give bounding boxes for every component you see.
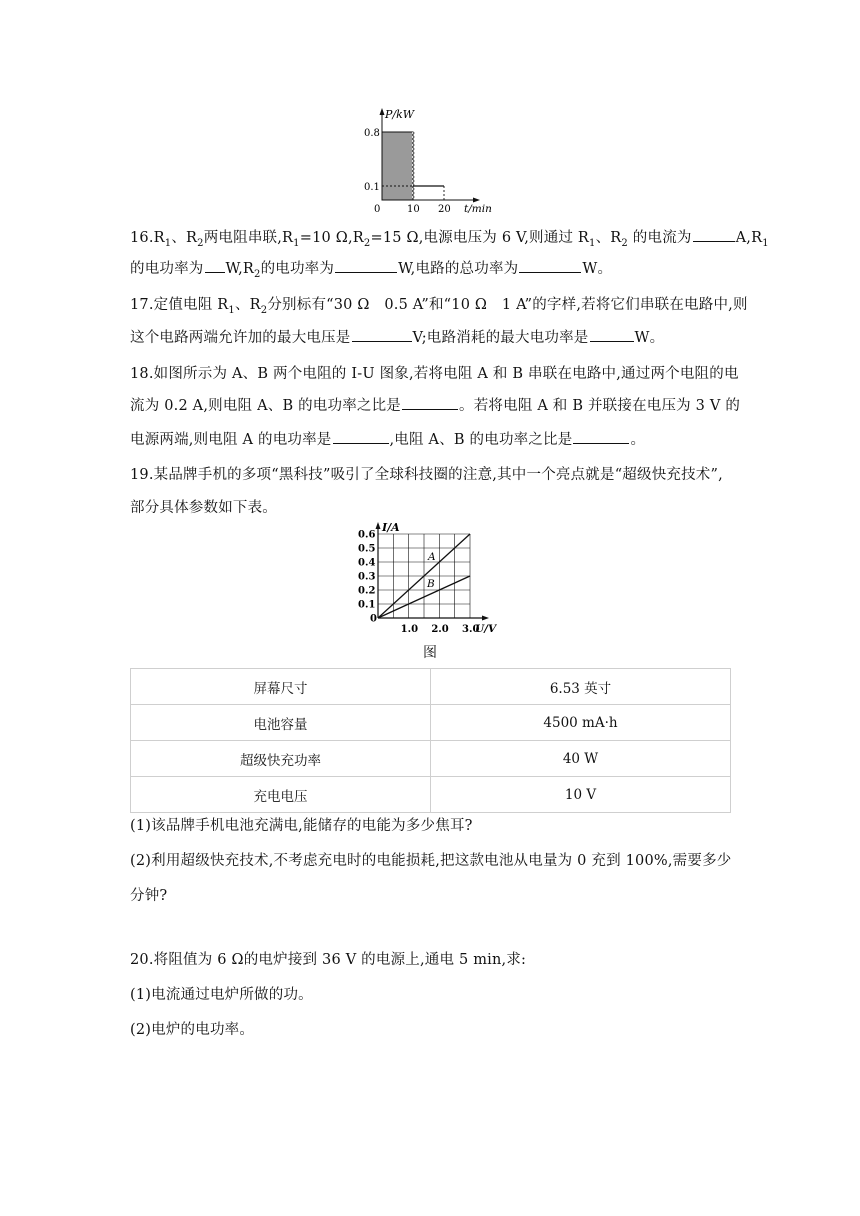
q19-line1: 19.某品牌手机的多项“黑科技”吸引了全球科技圈的注意,其中一个亮点就是“超级快充技术”, <box>130 467 723 483</box>
answer-blank[interactable] <box>693 227 735 242</box>
table-cell-label: 屏幕尺寸 <box>131 669 431 705</box>
fig1-y-arrow <box>380 108 385 115</box>
fig1-x-tick-0: 0 <box>374 204 381 215</box>
fig2-y-tick: 0 <box>370 613 377 625</box>
q17-text: W。 <box>634 330 665 346</box>
fig1-y-tick-0.8: 0.8 <box>364 128 380 139</box>
q19-line2: 部分具体参数如下表。 <box>130 500 277 516</box>
q18-text: 电源两端,则电阻 A 的电功率是 <box>130 432 332 448</box>
q17-text: 这个电路两端允许加的最大电压是 <box>130 330 351 346</box>
fig2-y-label: I/A <box>382 521 400 534</box>
q16-text: =15 Ω,电源电压为 6 V,则通过 R <box>370 230 590 246</box>
q19-sub2-line1: (2)利用超级快充技术,不考虑充电时的电能损耗,把这款电池从电量为 0 充到 100%,需要多少 <box>130 853 732 869</box>
fig2-line-a-label: A <box>428 551 436 563</box>
answer-blank[interactable] <box>590 327 634 342</box>
fig2-y-arrow <box>376 522 381 529</box>
q19-sub1: (1)该品牌手机电池充满电,能储存的电能为多少焦耳? <box>130 818 473 834</box>
q16-text: A,R <box>735 230 763 246</box>
power-time-graph <box>360 104 500 216</box>
q16-text: 的电流为 <box>632 230 692 246</box>
fig1-x-arrow <box>473 198 480 203</box>
table-cell-value: 40 W <box>431 741 731 777</box>
q16-line2: 的电功率为 $W,R_2$的电功率为 W,电路的总功率为 W。 <box>130 257 612 280</box>
table-cell-label: 充电电压 <box>131 777 431 813</box>
q18-text: 。 <box>630 432 646 448</box>
table-row <box>131 669 731 705</box>
table-cell-value: 10 V <box>431 777 731 813</box>
answer-blank[interactable] <box>335 258 397 273</box>
q16-text: =10 Ω,R <box>299 230 364 246</box>
fig2-x-tick: 1.0 <box>400 624 419 635</box>
table-cell-label: 超级快充功率 <box>131 741 431 777</box>
fig2-y-tick: 0.1 <box>358 599 376 611</box>
fig1-x-label: t/min <box>464 203 492 215</box>
q16-text: W,R <box>225 261 254 277</box>
q17-text: 、R <box>234 297 261 313</box>
q17-text: V;电路消耗的最大电功率是 <box>412 330 589 346</box>
q16-line1: $16.R_1$、$R_2$两电阻串联$,R_1=10$ $\Omega,R_2=15$ Ω,电源电压为 6 V,则通过 $R_1$、$R_2$ 的电流为 $A,R_1$ <box>130 226 769 249</box>
q17-text: 分别标有“30 Ω 0.5 A”和“10 Ω 1 A”的字样,若将它们串联在电路中,则 <box>267 297 748 313</box>
answer-blank[interactable] <box>352 327 412 342</box>
q19-sub2-line2: 分钟? <box>130 888 168 904</box>
fig1-y-label: P/kW <box>385 108 415 121</box>
table-row <box>131 777 731 813</box>
q17-text: 17.定值电阻 R <box>130 297 229 313</box>
figure-caption: 图 <box>423 645 437 661</box>
q20-sub2: (2)电炉的电功率。 <box>130 1022 255 1038</box>
q16-text: 的电功率为 <box>260 261 335 277</box>
fig2-x-label: U/V <box>475 623 497 635</box>
q18-line3 <box>130 428 645 449</box>
table-row <box>131 741 731 777</box>
q18-line1: 18.如图所示为 A、B 两个电阻的 I-U 图象,若将电阻 A 和 B 串联在电路中,通过两个电阻的电 <box>130 366 739 382</box>
fig2-y-tick: 0.2 <box>358 585 376 597</box>
q16-text: W,电路的总功率为 <box>398 261 519 277</box>
q16-text: 两电阻串联,R <box>203 230 294 246</box>
q16-text: 16.R <box>130 230 165 246</box>
fig2-y-tick: 0.5 <box>358 543 376 555</box>
fig2-x-tick: 2.0 <box>431 624 449 635</box>
q18-text: 。若将电阻 A 和 B 并联接在电压为 3 V 的 <box>459 398 741 414</box>
q16-text: 的电功率为 <box>130 261 204 277</box>
answer-blank[interactable] <box>573 429 629 444</box>
q17-line2 <box>130 326 664 347</box>
q18-line2 <box>130 394 740 415</box>
answer-blank[interactable] <box>333 429 389 444</box>
fig2-x-arrow <box>482 616 489 621</box>
fig2-y-tick: 0.3 <box>358 571 376 583</box>
answer-blank[interactable] <box>402 395 458 410</box>
fig2-y-ticks <box>358 530 377 625</box>
fig2-line-b-label: B <box>427 578 435 590</box>
q16-text: 、R <box>595 230 622 246</box>
fig1-x-tick-10: 10 <box>407 204 420 215</box>
fig2-y-tick: 0.6 <box>358 529 376 541</box>
fig1-y-tick-0.1: 0.1 <box>364 182 380 193</box>
q20-line1: 20.将阻值为 6 Ω的电炉接到 36 V 的电源上,通电 5 min,求: <box>130 952 527 968</box>
answer-blank[interactable] <box>519 258 581 273</box>
answer-blank[interactable] <box>205 258 225 273</box>
fig2-x-tick: 3.0 <box>462 624 480 635</box>
q17-line1: 17.定值电阻 $R_1$、$R_2$分别标有“30 Ω 0.5 A”和“10 Ω 1 A”的字样,若将它们串联在电路中,则 <box>130 297 748 316</box>
q16-text: W。 <box>582 261 613 277</box>
q16-text: 、R <box>171 230 198 246</box>
table-cell-value: 6.53 英寸 <box>431 669 731 705</box>
q18-text: ,电阻 A、B 的电功率之比是 <box>389 432 573 448</box>
fig2-y-tick: 0.4 <box>358 557 376 569</box>
table-cell-value: 4500 mA·h <box>431 705 731 741</box>
table-cell-label: 电池容量 <box>131 705 431 741</box>
phone-spec-table <box>130 668 731 813</box>
q20-sub1: (1)电流通过电炉所做的功。 <box>130 987 313 1003</box>
fig1-x-tick-20: 20 <box>438 204 451 215</box>
fig1-shaded-area <box>382 132 413 200</box>
fig2-x-ticks <box>401 624 480 635</box>
q18-text: 流为 0.2 A,则电阻 A、B 的电功率之比是 <box>130 398 402 414</box>
current-voltage-graph <box>355 520 505 640</box>
table-row <box>131 705 731 741</box>
